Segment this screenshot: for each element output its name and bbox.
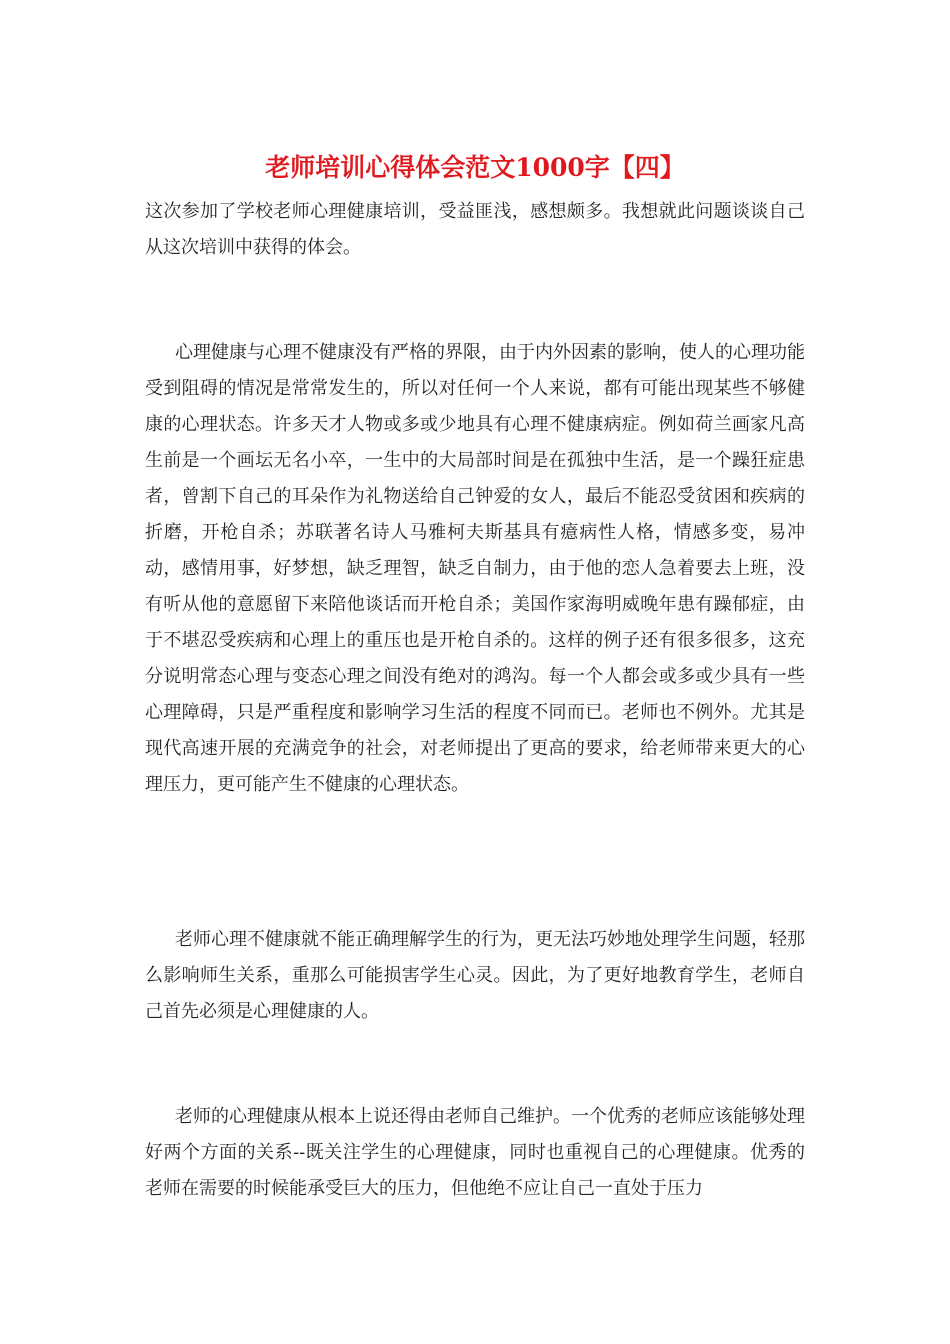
paragraph-intro: 这次参加了学校老师心理健康培训，受益匪浅，感想颇多。我想就此问题谈谈自己从这次培训中获得的体会。 <box>145 201 805 258</box>
document-title: 老师培训心得体会范文1000字【四】 <box>265 153 685 182</box>
paragraph-teacher-impact: 老师心理不健康就不能正确理解学生的行为，更无法巧妙地处理学生问题，轻那么影响师生关系，重那么可能损害学生心灵。因此，为了更好地教育学生，老师自己首先必须是心理健康的人。 <box>145 929 805 1022</box>
paragraph-mental-health-boundary: 心理健康与心理不健康没有严格的界限，由于内外因素的影响，使人的心理功能受到阻碍的情况是常常发生的，所以对任何一个人来说，都有可能出现某些不够健康的心理状态。许多天才人物或多或少地具有心理不健康病症。例如荷兰画家凡高生前是一个画坛无名小卒，一生中的大局部时间是在孤独中生活，是一个躁狂症患者，曾割下自己的耳朵作为礼物送给自己钟爱的女人，最后不能忍受贫困和疾病的折磨，开枪自杀；苏联著名诗人马雅柯夫斯基具有癔病性人格，情感多变，易冲动，感情用事，好梦想，缺乏理智，缺乏自制力，由于他的恋人急着要去上班，没有听从他的意愿留下来陪他谈话而开枪自杀；美国作家海明威晚年患有躁郁症，由于不堪忍受疾病和心理上的重压也是开枪自杀的。这样的例子还有很多很多，这充分说明常态心理与变态心理之间没有绝对的鸿沟。每一个人都会或多或少具有一些心理障碍，只是严重程度和影响学习生活的程度不同而已。老师也不例外。尤其是现代高速开展的充满竞争的社会，对老师提出了更高的要求，给老师带来更大的心理压力，更可能产生不健康的心理状态。 <box>145 342 805 795</box>
paragraph-self-maintenance: 老师的心理健康从根本上说还得由老师自己维护。一个优秀的老师应该能够处理好两个方面的关系--既关注学生的心理健康，同时也重视自己的心理健康。优秀的老师在需要的时候能承受巨大的压力，但他绝不应让自己一直处于压力 <box>145 1106 805 1199</box>
